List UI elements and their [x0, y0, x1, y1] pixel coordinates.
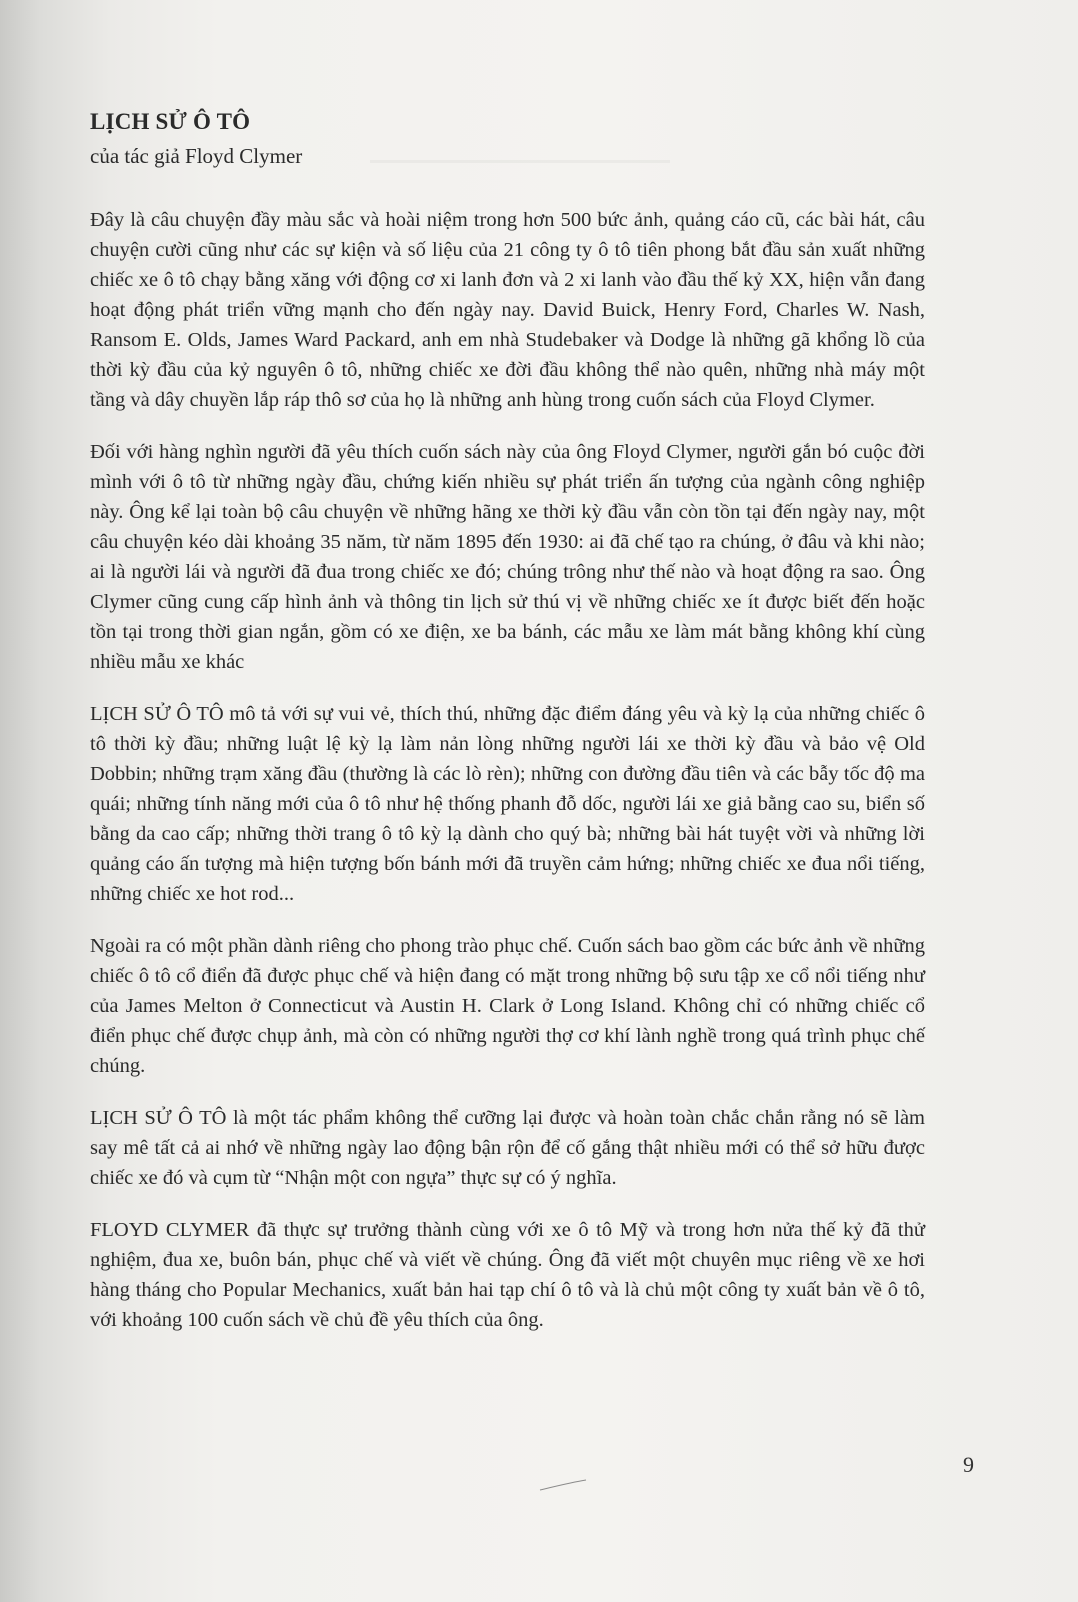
pencil-stroke-mark [538, 1478, 588, 1492]
paragraph-description: LỊCH SỬ Ô TÔ mô tả với sự vui vẻ, thích thú, những đặc điểm đáng yêu và kỳ lạ của những chiếc ô tô thời kỳ đầu; những luật lệ kỳ lạ làm nản lòng những người lái xe thời kỳ đầu và bảo vệ Old Dobbin; những trạm xăng đầu (thường là các lò rèn); những con đường đầu tiên và các bẫy tốc độ ma quái; những tính năng mới của ô tô như hệ thống phanh đỗ dốc, người lái xe giả bằng cao su, biển số bằng da cao cấp; những thời trang ô tô kỳ lạ dành cho quý bà; những bài hát tuyệt vời và những lời quảng cáo ấn tượng mà hiện tượng bốn bánh mới đã truyền cảm hứng; những chiếc xe đua nổi tiếng, những chiếc xe hot rod... [90, 703, 925, 905]
paragraph-history: Đối với hàng nghìn người đã yêu thích cuốn sách này của ông Floyd Clymer, người gắn bó cuộc đời mình với ô tô từ những ngày đầu, chứng kiến nhiều sự phát triển ấn tượng của ngành công nghiệp này. Ông kể lại toàn bộ câu chuyện về những hãng xe thời kỳ đầu vẫn còn tồn tại đến ngày nay, một câu chuyện kéo dài khoảng 35 năm, từ năm 1895 đến 1930: ai đã chế tạo ra chúng, ở đâu và khi nào; ai là người lái và người đã đua trong chiếc xe đó; chúng trông như thế nào và hoạt động ra sao. Ông Clymer cũng cung cấp hình ảnh và thông tin lịch sử thú vị về những chiếc xe ít được biết đến hoặc tồn tại trong thời gian ngắn, gồm có xe điện, xe ba bánh, các mẫu xe làm mát bằng không khí cùng nhiều mẫu xe khác [90, 441, 925, 673]
paragraph-appeal: LỊCH SỬ Ô TÔ là một tác phẩm không thể cưỡng lại được và hoàn toàn chắc chắn rằng nó sẽ làm say mê tất cả ai nhớ về những ngày lao động bận rộn để cố gắng thật nhiều mới có thể sở hữu được chiếc xe đó và cụm từ “Nhận một con ngựa” thực sự có ý nghĩa. [90, 1107, 925, 1189]
book-title: LỊCH SỬ Ô TÔ [90, 109, 251, 134]
page-content [90, 105, 925, 1347]
paragraph-intro: Đây là câu chuyện đầy màu sắc và hoài niệm trong hơn 500 bức ảnh, quảng cáo cũ, các bài hát, câu chuyện cười cũng như các sự kiện và số liệu của 21 công ty ô tô tiên phong bắt đầu sản xuất những chiếc xe ô tô chạy bằng xăng với động cơ xi lanh đơn và 2 xi lanh vào đầu thế kỷ XX, hiện vẫn đang hoạt động phát triển vững mạnh cho đến ngày nay. David Buick, Henry Ford, Charles W. Nash, Ransom E. Olds, James Ward Packard, anh em nhà Studebaker và Dodge là những gã khổng lồ của thời kỳ đầu của kỷ nguyên ô tô, những chiếc xe đời đầu không thể nào quên, những nhà máy một tầng và dây chuyền lắp ráp thô sơ của họ là những anh hùng trong cuốn sách của Floyd Clymer. [90, 209, 925, 411]
paragraph-author-bio: FLOYD CLYMER đã thực sự trưởng thành cùng với xe ô tô Mỹ và trong hơn nửa thế kỷ đã thử nghiệm, đua xe, buôn bán, phục chế và viết về chúng. Ông đã viết một chuyên mục riêng về xe hơi hàng tháng cho Popular Mechanics, xuất bản hai tạp chí ô tô và là chủ một công ty xuất bản về ô tô, với khoảng 100 cuốn sách về chủ đề yêu thích của ông. [90, 1219, 925, 1331]
page-number: 9 [963, 1452, 974, 1477]
book-author-line: của tác giả Floyd Clymer [90, 144, 303, 168]
paragraph-restoration: Ngoài ra có một phần dành riêng cho phong trào phục chế. Cuốn sách bao gồm các bức ảnh về những chiếc ô tô cổ điển đã được phục chế và hiện đang có mặt trong những bộ sưu tập xe cổ nổi tiếng như của James Melton ở Connecticut và Austin H. Clark ở Long Island. Không chỉ có những chiếc cổ điển phục chế được chụp ảnh, mà còn có những người thợ cơ khí lành nghề trong quá trình phục chế chúng. [90, 935, 925, 1077]
